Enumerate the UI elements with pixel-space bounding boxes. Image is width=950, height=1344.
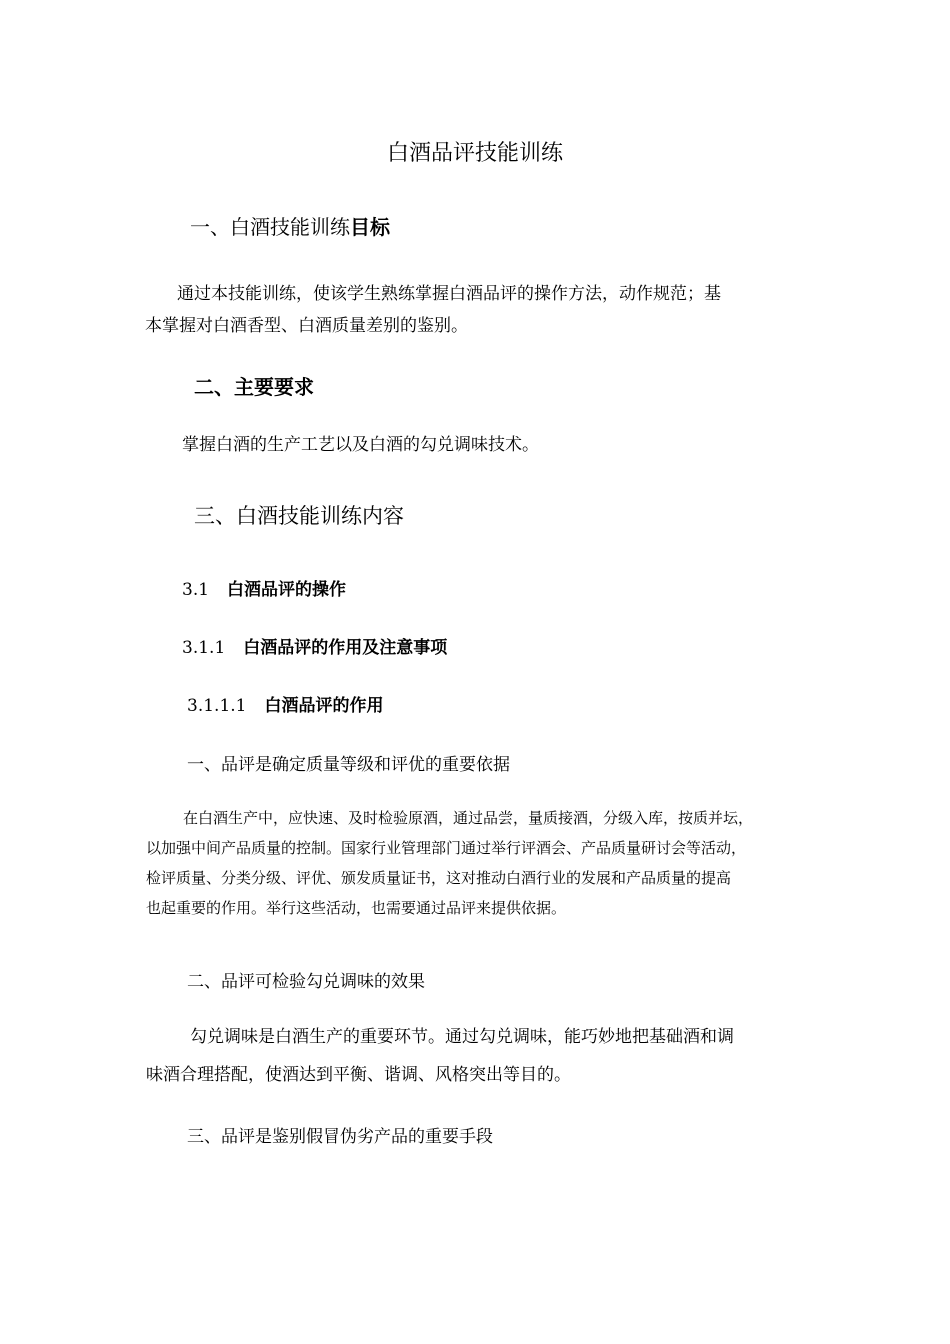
section3-heading: 三、白酒技能训练内容 [194, 504, 404, 528]
subsection-3-1 [182, 575, 346, 600]
subsection-3-1-1 [182, 633, 447, 658]
item1-heading: 一、品评是确定质量等级和评优的重要依据 [187, 755, 510, 775]
section1-heading-emph: 目标 [350, 215, 390, 239]
document-title: 白酒品评技能训练 [386, 141, 563, 166]
section1-heading-prefix: 一、白酒技能训练 [190, 215, 350, 239]
subsection-3-1-number: 3.1 [182, 580, 210, 600]
item2-paragraph [146, 1021, 734, 1091]
item2-line2: 味酒合理搭配，使酒达到平衡、谐调、风格突出等目的。 [146, 1065, 571, 1085]
item1-line2: 以加强中间产品质量的控制。国家行业管理部门通过举行评酒会、产品质量研讨会等活动， [146, 839, 747, 857]
section2-heading: 二、主要要求 [194, 375, 314, 399]
item1-line3: 检评质量、分类分级、评优、颁发质量证书，这对推动白酒行业的发展和产品质量的提高 [146, 869, 732, 887]
subsection-3-1-title: 白酒品评的操作 [227, 580, 347, 600]
subsection-3-1-1-1 [187, 691, 383, 716]
section1-para-line1: 通过本技能训练，使该学生熟练掌握白酒品评的操作方法，动作规范；基 [177, 284, 721, 304]
item2-heading: 二、品评可检验勾兑调味的效果 [187, 972, 425, 992]
subsection-3-1-1-1-title: 白酒品评的作用 [264, 696, 384, 716]
subsection-3-1-1-1-number: 3.1.1.1 [187, 696, 247, 716]
subsection-3-1-1-number: 3.1.1 [182, 638, 226, 658]
item1-line1: 在白酒生产中，应快速、及时检验原酒，通过品尝，量质接酒，分级入库，按质并坛， [183, 809, 754, 827]
section1-para-line2: 本掌握对白酒香型、白酒质量差别的鉴别。 [145, 316, 468, 336]
item3-heading: 三、品评是鉴别假冒伪劣产品的重要手段 [187, 1127, 493, 1147]
section2-paragraph: 掌握白酒的生产工艺以及白酒的勾兑调味技术。 [182, 435, 539, 455]
subsection-3-1-1-title: 白酒品评的作用及注意事项 [243, 638, 448, 658]
section1-paragraph [145, 278, 721, 342]
section1-heading [190, 211, 390, 240]
item1-line4: 也起重要的作用。举行这些活动，也需要通过品评来提供依据。 [146, 899, 567, 917]
item1-paragraph [146, 803, 753, 923]
item2-line1: 勾兑调味是白酒生产的重要环节。通过勾兑调味，能巧妙地把基础酒和调 [190, 1027, 734, 1047]
